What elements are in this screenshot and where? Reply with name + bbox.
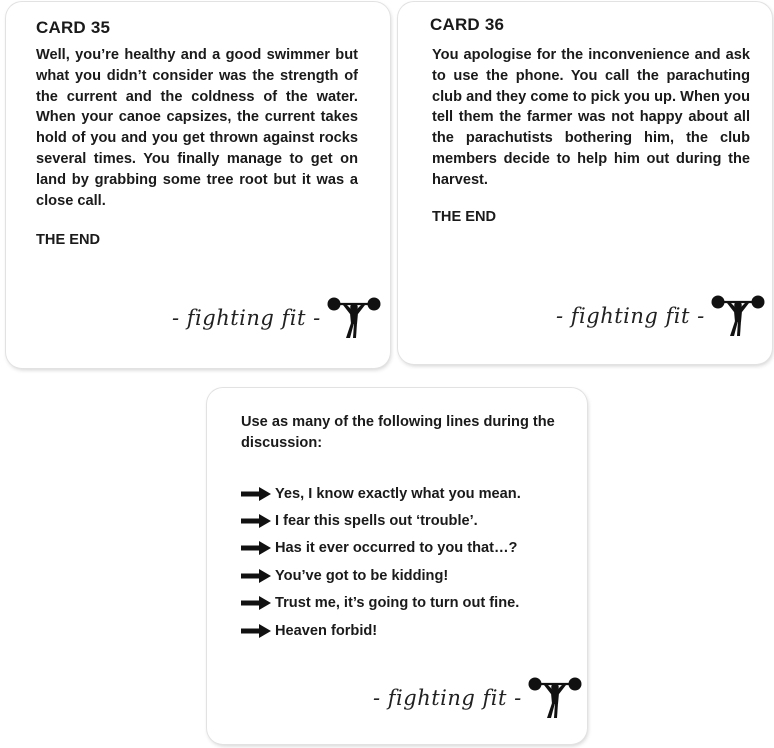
card-body: You apologise for the inconvenience and ask to use the phone. You call the parachuting club and they come to pick you up. When you tell them the farmer was not happy about all the parachutists bothering him, the club members decide to help him out during the harvest. (432, 47, 750, 188)
right-arrow-icon (241, 624, 271, 638)
brand-text: - fighting fit - (172, 306, 321, 330)
card-title: CARD 36 (430, 15, 505, 34)
list-item (241, 507, 521, 534)
line-text: Has it ever occurred to you that…? (275, 540, 518, 557)
right-arrow-icon (241, 541, 271, 555)
card-body: Well, you’re healthy and a good swimmer but what you didn’t consider was the strength of the current and the coldness of the water. When your canoe capsizes, the current takes hold of you and you get thrown against rocks several times. You finally manage to get on land by grabbing some tree root but it was a close call. (36, 47, 358, 209)
brand-footer (373, 674, 582, 722)
weightlifter-icon (327, 294, 381, 342)
right-arrow-icon (241, 569, 271, 583)
weightlifter-icon (711, 292, 765, 340)
list-item (241, 480, 521, 507)
list-item (241, 590, 521, 617)
card-intro: Use as many of the following lines during the discussion: (241, 414, 555, 451)
card-title: CARD 35 (36, 18, 111, 37)
brand-footer (556, 292, 765, 340)
line-text: Yes, I know exactly what you mean. (275, 485, 521, 502)
story-card-36 (398, 2, 772, 364)
brand-text: - fighting fit - (556, 304, 705, 328)
line-text: You’ve got to be kidding! (275, 567, 449, 584)
card-ending: THE END (432, 209, 497, 225)
brand-text: - fighting fit - (373, 686, 522, 710)
list-item (241, 617, 521, 644)
discussion-lines-card (207, 388, 587, 744)
brand-footer (172, 294, 381, 342)
right-arrow-icon (241, 596, 271, 610)
lines-list (241, 480, 521, 644)
line-text: I fear this spells out ‘trouble’. (275, 513, 478, 530)
line-text: Trust me, it’s going to turn out fine. (275, 595, 520, 612)
list-item (241, 535, 521, 562)
list-item (241, 562, 521, 589)
right-arrow-icon (241, 487, 271, 501)
story-card-35 (6, 2, 390, 368)
card-ending: THE END (36, 232, 101, 248)
weightlifter-icon (528, 674, 582, 722)
right-arrow-icon (241, 514, 271, 528)
line-text: Heaven forbid! (275, 622, 378, 639)
